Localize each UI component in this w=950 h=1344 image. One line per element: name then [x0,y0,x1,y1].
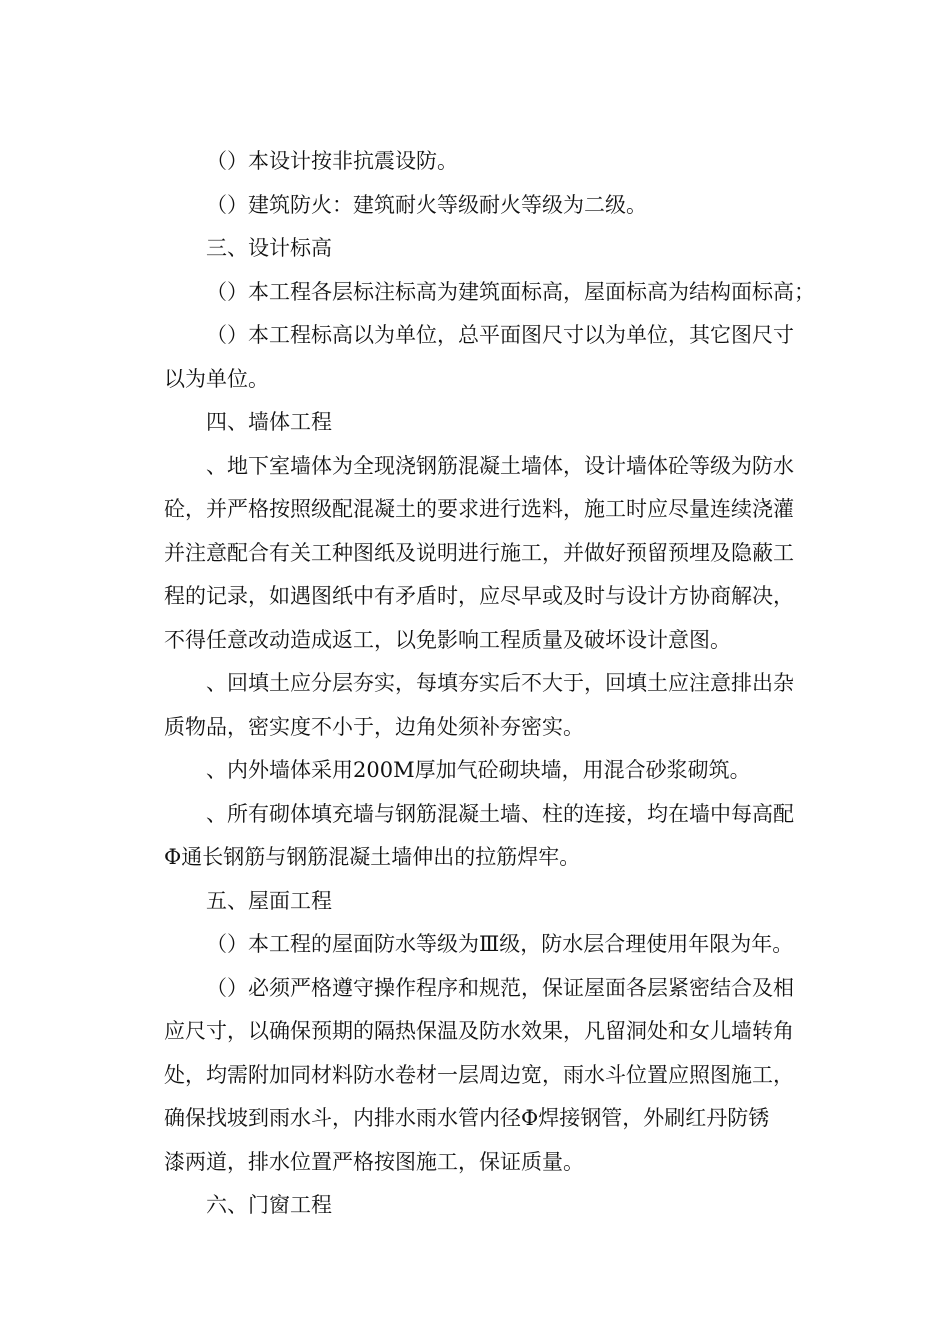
paragraph-seismic [164,140,844,184]
paragraph-basement-walls [164,445,844,663]
text-line: （）本设计按非抗震设防。 [206,149,458,173]
section-heading-text: 六、门窗工程 [206,1193,332,1217]
document-body [164,140,844,1228]
section-heading-doors-windows [164,1184,844,1228]
text-line: （）必须严格遵守操作程序和规范，保证屋面各层紧密结合及相 [206,975,794,1000]
paragraph-infill-connection [164,793,844,880]
paragraph-backfill [164,662,844,749]
text-line: 并注意配合有关工种图纸及说明进行施工，并做好预留预埋及隐蔽工 [164,540,794,565]
text-line: （）本工程的屋面防水等级为Ⅲ级，防水层合理使用年限为年。 [206,932,794,956]
paragraph-elevation-marking [164,271,844,315]
section-heading-text: 五、屋面工程 [206,888,332,913]
text-line: 、所有砌体填充墙与钢筋混凝土墙、柱的连接，均在墙中每高配 [206,801,794,826]
text-line: 质物品，密实度不小于，边角处须补夯密实。 [164,714,584,739]
text-line: 砼，并严格按照级配混凝土的要求进行选料，施工时应尽量连续浇灌 [164,497,794,521]
section-heading-roof-works [164,880,844,924]
paragraph-block-walls [164,749,844,793]
text-line: 确保找坡到雨水斗，内排水雨水管内径Φ焊接钢管，外刷红丹防锈 [164,1106,770,1130]
text-line: （）建筑防火：建筑耐火等级耐火等级为二级。 [206,192,647,217]
paragraph-roof-waterproof-grade [164,923,844,967]
paragraph-elevation-units [164,314,844,401]
paragraph-roof-procedure [164,967,844,1185]
text-line: （）本工程标高以为单位，总平面图尺寸以为单位，其它图尺寸 [206,323,794,347]
text-line: 漆两道，排水位置严格按图施工，保证质量。 [164,1149,584,1174]
text-line: 程的记录，如遇图纸中有矛盾时，应尽早或及时与设计方协商解决， [164,584,794,608]
text-line: 以为单位。 [164,366,269,391]
section-heading-text: 四、墙体工程 [206,410,332,434]
text-line: 、回填土应分层夯实，每填夯实后不大于，回填土应注意排出杂 [206,671,794,695]
section-heading-text: 三、设计标高 [206,236,332,260]
text-line: 、地下室墙体为全现浇钢筋混凝土墙体，设计墙体砼等级为防水 [206,453,794,478]
text-line: （）本工程各层标注标高为建筑面标高，屋面标高为结构面标高； [206,279,815,304]
text-line: 处，均需附加同材料防水卷材一层周边宽，雨水斗位置应照图施工， [164,1062,794,1087]
section-heading-design-elevation [164,227,844,271]
text-line: 不得任意改动造成返工，以免影响工程质量及破坏设计意图。 [164,627,731,652]
text-line: 应尺寸，以确保预期的隔热保温及防水效果，凡留洞处和女儿墙转角 [164,1019,794,1043]
text-line: Φ通长钢筋与钢筋混凝土墙伸出的拉筋焊牢。 [164,845,581,869]
paragraph-fire-rating [164,184,844,228]
text-line: 、内外墙体采用200M厚加气砼砌块墙，用混合砂浆砌筑。 [206,758,751,782]
section-heading-wall-works [164,401,844,445]
